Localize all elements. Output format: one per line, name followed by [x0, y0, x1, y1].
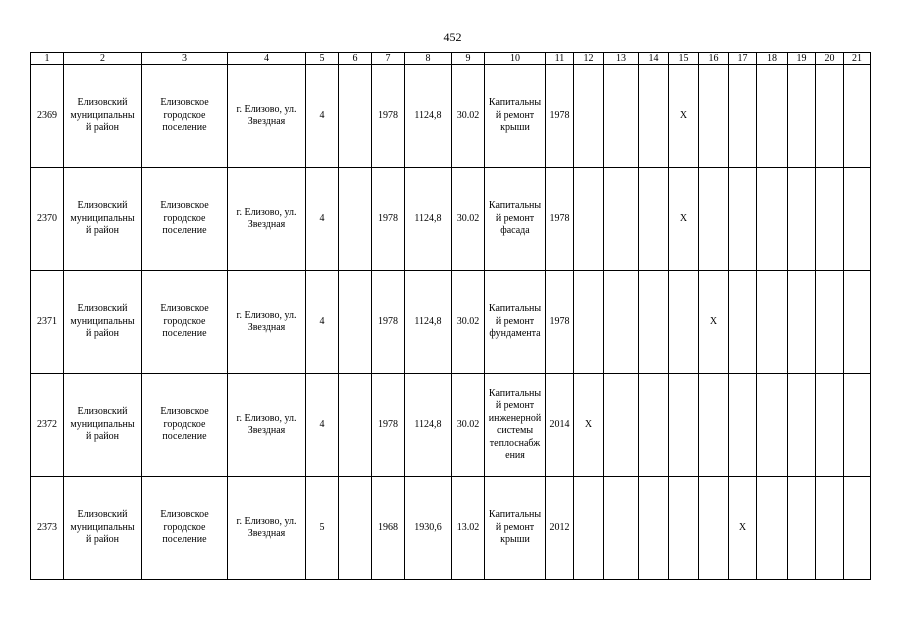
table-cell	[788, 374, 816, 477]
table-cell	[729, 477, 757, 580]
table-cell	[372, 477, 405, 580]
cell-text: X	[584, 418, 593, 430]
table-cell	[816, 477, 844, 580]
cell-text: 1978	[549, 109, 570, 121]
table-cell	[485, 374, 546, 477]
cell-text: Елизовский муниципальны й район	[70, 200, 135, 237]
table-cell	[339, 477, 372, 580]
column-header: 2	[64, 53, 142, 65]
cell-text: 30.02	[456, 418, 480, 430]
cell-text: Елизовский муниципальны й район	[70, 97, 135, 134]
table-cell	[306, 65, 339, 168]
cell-text: Елизовское городское поселение	[160, 200, 209, 237]
cell-text: Елизовское городское поселение	[160, 406, 209, 443]
table-cell	[485, 271, 546, 374]
table-cell	[546, 477, 574, 580]
table-cell	[31, 271, 64, 374]
table-cell	[452, 374, 485, 477]
cell-text: 2012	[549, 521, 570, 533]
table-cell	[788, 271, 816, 374]
cell-text: 30.02	[456, 315, 480, 327]
column-header: 4	[228, 53, 306, 65]
cell-text: Елизовский муниципальны й район	[70, 303, 135, 340]
table-cell	[485, 65, 546, 168]
cell-text: Капитальны й ремонт крыши	[488, 509, 542, 546]
table-cell	[228, 65, 306, 168]
table-cell	[405, 65, 452, 168]
table-cell	[757, 477, 788, 580]
column-header: 21	[844, 53, 871, 65]
table-cell	[574, 271, 604, 374]
table-cell	[757, 374, 788, 477]
table-cell	[699, 374, 729, 477]
table-cell	[142, 477, 228, 580]
cell-text: Капитальны й ремонт фасада	[488, 200, 542, 237]
cell-text: Елизовское городское поселение	[160, 97, 209, 134]
cell-text: 1978	[378, 418, 398, 430]
table-cell	[788, 477, 816, 580]
table-row	[31, 271, 871, 374]
cell-text: X	[679, 212, 688, 224]
table-cell	[574, 168, 604, 271]
column-header: 10	[485, 53, 546, 65]
table-cell	[546, 65, 574, 168]
page-number: 452	[443, 30, 462, 44]
table-cell	[306, 271, 339, 374]
table-cell	[31, 65, 64, 168]
table-cell	[757, 65, 788, 168]
table-cell	[604, 65, 639, 168]
cell-text: 1978	[378, 315, 398, 327]
cell-text: 2373	[37, 521, 57, 533]
cell-text: Елизовское городское поселение	[160, 509, 209, 546]
table-cell	[699, 477, 729, 580]
cell-text: 4	[319, 418, 325, 430]
cell-text: г. Елизово, ул. Звездная	[236, 103, 297, 127]
cell-text: X	[738, 521, 747, 533]
cell-text: Елизовский муниципальны й район	[70, 406, 135, 443]
table-cell	[639, 271, 669, 374]
column-header: 16	[699, 53, 729, 65]
table-cell	[669, 271, 699, 374]
cell-text: 1978	[549, 315, 570, 327]
cell-text: Елизовское городское поселение	[160, 303, 209, 340]
column-header: 17	[729, 53, 757, 65]
table-cell	[699, 168, 729, 271]
table-cell	[64, 477, 142, 580]
table-cell	[546, 168, 574, 271]
table-cell	[816, 168, 844, 271]
table-cell	[372, 168, 405, 271]
table-cell	[788, 168, 816, 271]
table-cell	[31, 477, 64, 580]
table-cell	[228, 374, 306, 477]
table-cell	[64, 65, 142, 168]
column-header: 13	[604, 53, 639, 65]
table-row	[31, 374, 871, 477]
table-cell	[306, 477, 339, 580]
table-cell	[452, 168, 485, 271]
column-header: 14	[639, 53, 669, 65]
table-cell	[485, 477, 546, 580]
table-cell	[306, 168, 339, 271]
table-cell	[757, 168, 788, 271]
cell-text: 1124,8	[414, 315, 442, 327]
table-cell	[757, 271, 788, 374]
table-cell	[639, 374, 669, 477]
cell-text: 1930,6	[414, 521, 442, 533]
cell-text: X	[709, 315, 718, 327]
table-cell	[372, 374, 405, 477]
table-cell	[729, 271, 757, 374]
table-cell	[306, 374, 339, 477]
table-cell	[142, 168, 228, 271]
column-header: 20	[816, 53, 844, 65]
column-header: 8	[405, 53, 452, 65]
table-row	[31, 168, 871, 271]
cell-text: 2369	[37, 109, 57, 121]
table-cell	[372, 271, 405, 374]
table-cell	[339, 271, 372, 374]
table-cell	[228, 168, 306, 271]
table-cell	[452, 65, 485, 168]
cell-text: 2371	[37, 315, 57, 327]
table-cell	[816, 65, 844, 168]
table-cell	[669, 168, 699, 271]
cell-text: 4	[319, 315, 325, 327]
cell-text: 1124,8	[414, 212, 442, 224]
table-cell	[485, 168, 546, 271]
column-header: 18	[757, 53, 788, 65]
table-cell	[372, 65, 405, 168]
cell-text: г. Елизово, ул. Звездная	[236, 515, 297, 539]
column-header: 1	[31, 53, 64, 65]
cell-text: Капитальны й ремонт крыши	[488, 97, 542, 134]
cell-text: 1978	[378, 212, 398, 224]
table-cell	[546, 374, 574, 477]
table-cell	[405, 374, 452, 477]
table-cell	[604, 374, 639, 477]
table-cell	[844, 65, 871, 168]
table-cell	[339, 168, 372, 271]
table-cell	[729, 65, 757, 168]
cell-text: 13.02	[456, 521, 480, 533]
column-header: 5	[306, 53, 339, 65]
cell-text: г. Елизово, ул. Звездная	[236, 412, 297, 436]
table-header	[31, 53, 871, 65]
table-cell	[816, 374, 844, 477]
cell-text: 4	[319, 212, 325, 224]
table-body	[31, 65, 871, 580]
table-cell	[142, 65, 228, 168]
column-header: 12	[574, 53, 604, 65]
table-cell	[639, 477, 669, 580]
column-header: 11	[546, 53, 574, 65]
cell-text: 1968	[378, 521, 398, 533]
table-cell	[844, 168, 871, 271]
column-header: 6	[339, 53, 372, 65]
cell-text: Капитальны й ремонт фундамента	[488, 303, 542, 340]
cell-text: 2370	[37, 212, 57, 224]
table-cell	[699, 271, 729, 374]
table-cell	[699, 65, 729, 168]
table-cell	[405, 477, 452, 580]
table-cell	[639, 65, 669, 168]
table-cell	[604, 477, 639, 580]
cell-text: Елизовский муниципальны й район	[70, 509, 135, 546]
table-cell	[604, 271, 639, 374]
cell-text: 1124,8	[414, 109, 442, 121]
cell-text: 2014	[549, 418, 570, 430]
table-cell	[844, 271, 871, 374]
table-cell	[64, 168, 142, 271]
table-cell	[574, 65, 604, 168]
table-cell	[339, 374, 372, 477]
table-cell	[669, 374, 699, 477]
table-cell	[142, 374, 228, 477]
table-cell	[228, 271, 306, 374]
table-cell	[31, 374, 64, 477]
cell-text: 1978	[549, 212, 570, 224]
cell-text: 30.02	[456, 212, 480, 224]
cell-text: 1978	[378, 109, 398, 121]
table-cell	[64, 374, 142, 477]
table-cell	[405, 271, 452, 374]
table-cell	[729, 168, 757, 271]
cell-text: 1124,8	[414, 418, 442, 430]
cell-text: 4	[319, 109, 325, 121]
column-header: 19	[788, 53, 816, 65]
table-cell	[452, 477, 485, 580]
cell-text: 30.02	[456, 109, 480, 121]
table-cell	[228, 477, 306, 580]
table-cell	[574, 374, 604, 477]
header-row	[31, 53, 871, 65]
cell-text: г. Елизово, ул. Звездная	[236, 206, 297, 230]
table-cell	[788, 65, 816, 168]
table-row	[31, 477, 871, 580]
table-cell	[844, 477, 871, 580]
cell-text: г. Елизово, ул. Звездная	[236, 309, 297, 333]
cell-text: 2372	[37, 418, 57, 430]
column-header: 9	[452, 53, 485, 65]
column-header: 3	[142, 53, 228, 65]
table-cell	[729, 374, 757, 477]
table-cell	[574, 477, 604, 580]
column-header: 7	[372, 53, 405, 65]
table-row	[31, 65, 871, 168]
data-table	[30, 52, 871, 580]
table-cell	[669, 477, 699, 580]
table-cell	[669, 65, 699, 168]
cell-text: X	[679, 109, 688, 121]
table-cell	[405, 168, 452, 271]
table-cell	[639, 168, 669, 271]
table-cell	[142, 271, 228, 374]
table-cell	[604, 168, 639, 271]
cell-text: 5	[319, 521, 325, 533]
column-header: 15	[669, 53, 699, 65]
table-cell	[339, 65, 372, 168]
table-cell	[546, 271, 574, 374]
cell-text: Капитальны й ремонт инженерной системы теплоснабж ения	[488, 387, 542, 461]
table-cell	[816, 271, 844, 374]
table-cell	[844, 374, 871, 477]
table-cell	[452, 271, 485, 374]
table-cell	[31, 168, 64, 271]
table-cell	[64, 271, 142, 374]
